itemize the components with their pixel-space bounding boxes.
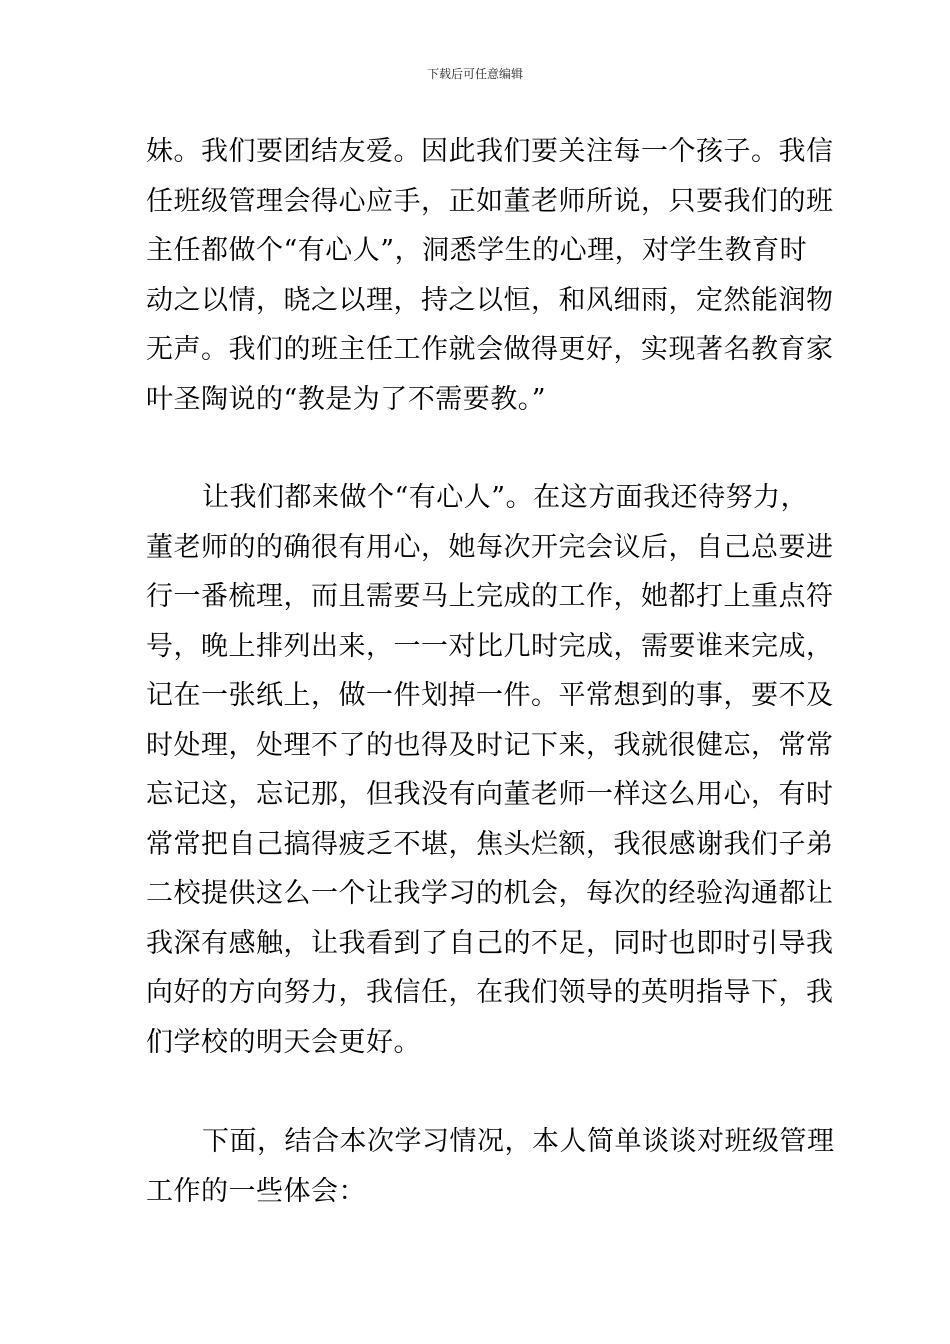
text-line: 妹。我们要团结友爱。因此我们要关注每一个孩子。我信 [146,136,834,167]
text-line: 忘记这，忘记那，但我没有向董老师一样这么用心，有时 [146,779,834,810]
paragraph-2 [146,473,834,1067]
text-line: 记在一张纸上，做一件划掉一件。平常想到的事，要不及 [146,680,834,711]
page-header-note: 下载后可任意编辑 [426,67,523,81]
text-line: 叶圣陶说的“教是为了不需要教。” [146,383,547,415]
text-line: 常常把自己搞得疲乏不堪，焦头烂额，我很感谢我们子弟 [146,828,834,860]
paragraph-1 [146,127,834,424]
text-line: 工作的一些体会： [146,1175,366,1207]
text-line: 行一番梳理，而且需要马上完成的工作，她都打上重点符 [146,581,834,612]
text-line: 无声。我们的班主任工作就会做得更好，实现著名教育家 [146,334,834,365]
text-line: 董老师的的确很有用心，她每次开完会议后，自己总要进 [146,531,834,563]
text-line: 动之以情，晓之以理，持之以恒，和风细雨，定然能润物 [146,284,834,316]
text-line: 下面，结合本次学习情况，本人简单谈谈对班级管理 [202,1126,835,1157]
text-line: 们学校的明天会更好。 [146,1026,421,1058]
text-line: 二校提供这么一个让我学习的机会，每次的经验沟通都让 [146,878,834,909]
text-line: 时处理，处理不了的也得及时记下来，我就很健忘，常常 [146,729,834,761]
text-line: 我深有感触，让我看到了自己的不足，同时也即时引导我 [146,927,834,959]
paragraph-3 [146,1117,835,1216]
text-line: 让我们都来做个“有心人”。在这方面我还待努力， [202,482,809,513]
text-line: 号，晚上排列出来，一一对比几时完成，需要谁来完成， [146,630,834,662]
text-line: 向好的方向努力，我信任，在我们领导的英明指导下，我 [146,977,834,1008]
text-line: 主任都做个“有心人”，洞悉学生的心理，对学生教育时 [146,235,808,266]
text-line: 任班级管理会得心应手，正如董老师所说，只要我们的班 [146,185,834,217]
